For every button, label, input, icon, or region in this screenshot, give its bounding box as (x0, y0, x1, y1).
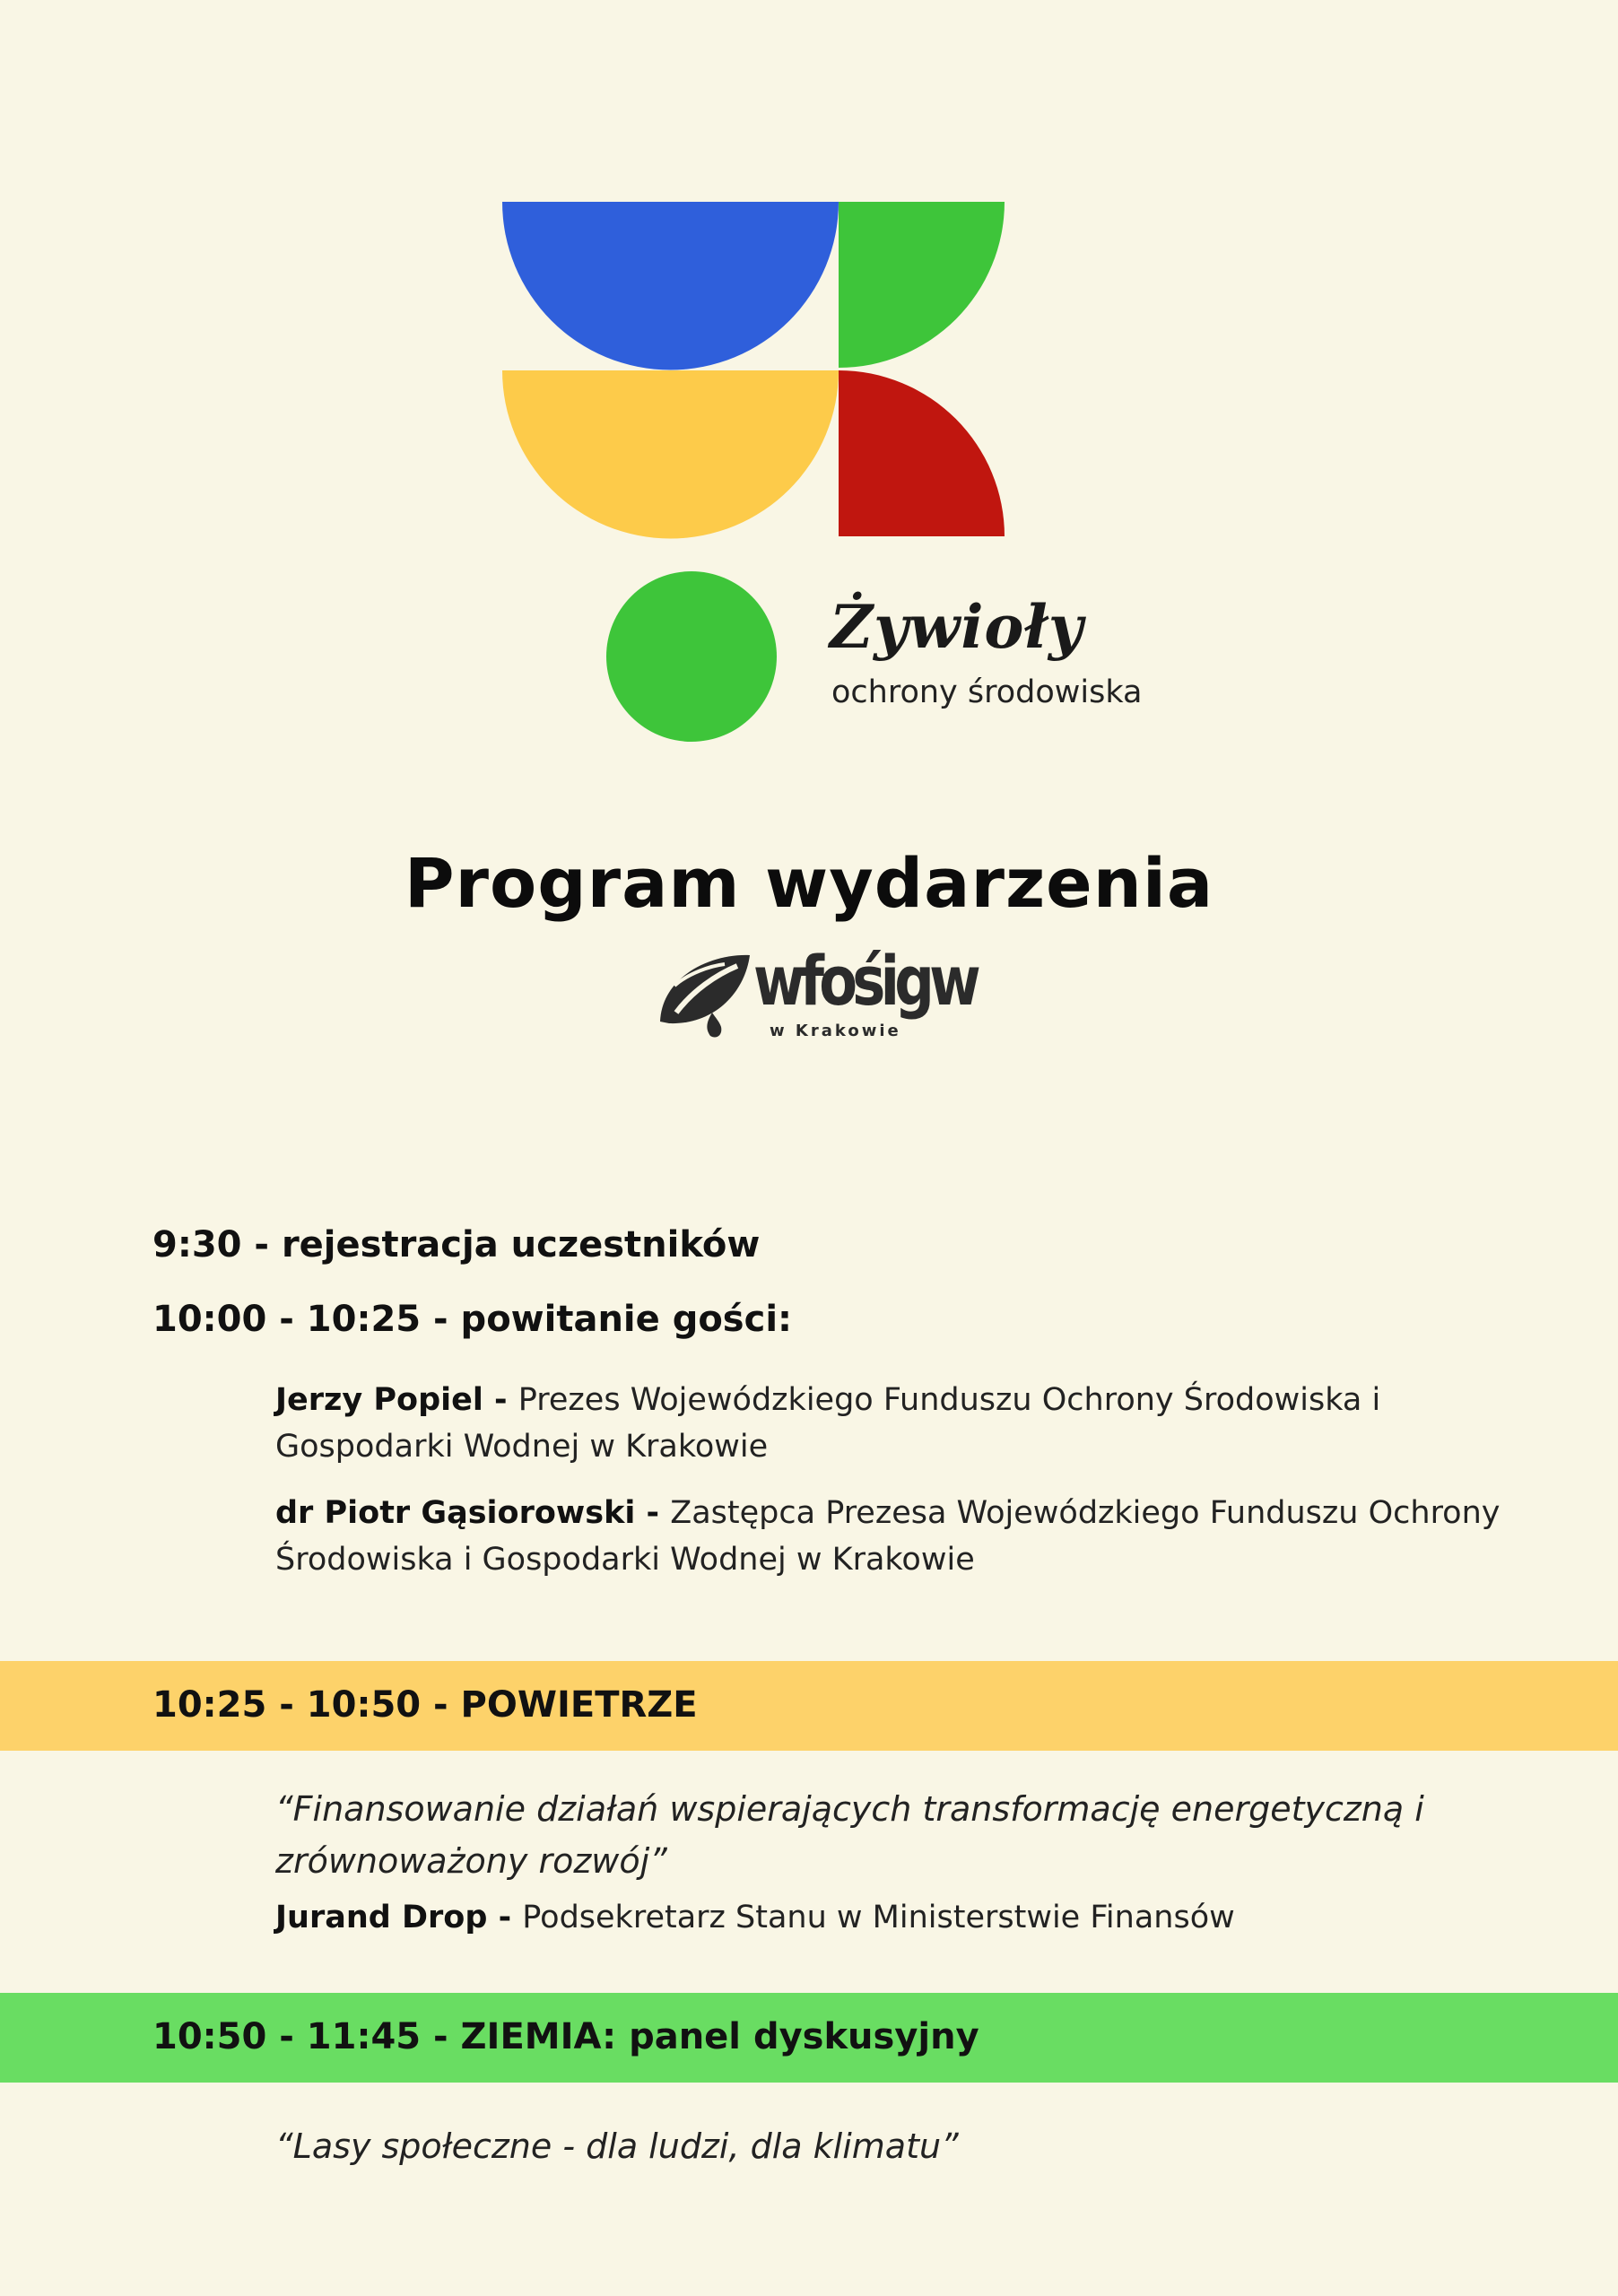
event-logo-shapes (502, 197, 1022, 753)
logo-blue-half-circle (502, 202, 839, 370)
agenda-air-heading: 10:25 - 10:50 - POWIETRZE (152, 1684, 698, 1726)
logo-yellow-half-circle (502, 370, 839, 539)
agenda-earth-band (0, 1993, 1618, 2083)
leaf-drop-icon (657, 950, 755, 1043)
agenda-air-speaker (275, 1894, 1549, 1941)
funder-logo (657, 941, 1006, 1045)
welcome-speaker-2 (275, 1490, 1549, 1583)
speaker-name: Jurand Drop (275, 1900, 488, 1935)
brand-name: Żywioły (830, 592, 1084, 662)
agenda-registration: 9:30 - rejestracja uczestników (152, 1224, 761, 1265)
speaker-role: Prezes Wojewódzkiego Funduszu Ochrony Środowiska i Gospodarki Wodnej w Krakowie (275, 1382, 1381, 1465)
agenda-air-quote: “Finansowanie działań wspierających transformację energetyczną i zrównoważony rozwój” (275, 1789, 1424, 1881)
funder-city: w Krakowie (770, 1022, 901, 1040)
speaker-name: dr Piotr Gąsiorowski (275, 1495, 636, 1531)
speaker-name: Jerzy Popiel (275, 1382, 483, 1418)
welcome-speaker-1 (275, 1377, 1549, 1470)
logo-red-quarter (839, 370, 1005, 536)
speaker-separator: - (483, 1382, 518, 1418)
event-logo (502, 197, 1022, 757)
agenda-air-band (0, 1661, 1618, 1751)
page-title: Program wydarzenia (404, 843, 1214, 923)
speaker-separator: - (635, 1495, 671, 1531)
speaker-role: Zastępca Prezesa Wojewódzkiego Funduszu Ochrony Środowiska i Gospodarki Wodnej w Krakowie (275, 1495, 1501, 1578)
agenda-earth-quote: “Lasy społeczne - dla ludzi, dla klimatu” (275, 2126, 959, 2166)
agenda-welcome: 10:00 - 10:25 - powitanie gości: (152, 1299, 793, 1340)
brand-subtitle: ochrony środowiska (831, 674, 1143, 710)
logo-green-circle (606, 571, 777, 742)
speaker-role: Podsekretarz Stanu w Ministerstwie Finansów (522, 1900, 1235, 1935)
agenda-earth-heading: 10:50 - 11:45 - ZIEMIA: panel dyskusyjny (152, 2016, 979, 2057)
funder-name: wfośigw (753, 941, 976, 1021)
speaker-separator: - (487, 1900, 523, 1935)
logo-green-quarter (839, 202, 1005, 368)
